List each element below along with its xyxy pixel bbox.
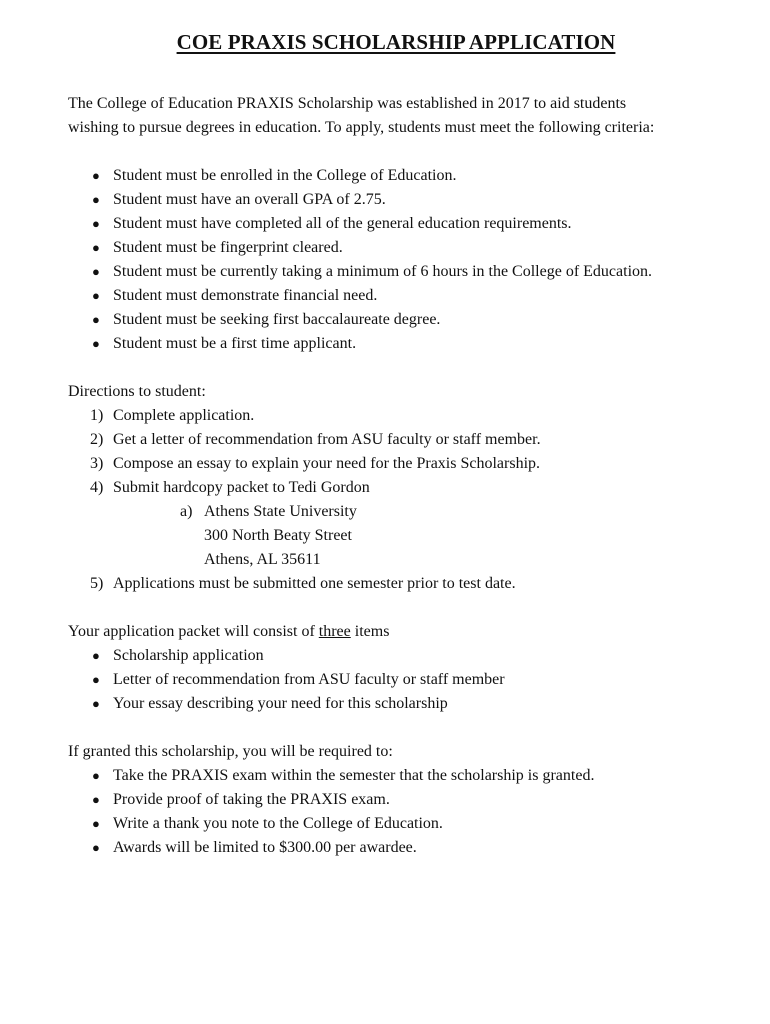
bullet-icon: ● [92,264,100,279]
list-item: ● Student must have completed all of the general education requirements. [68,212,748,236]
list-item: ● Student must be seeking first baccalaureate degree. [68,308,748,332]
list-item: ● Letter of recommendation from ASU faculty or staff member [68,668,748,692]
bullet-icon: ● [92,648,100,663]
list-item: ● Your essay describing your need for this scholarship [68,692,748,716]
bullet-icon: ● [92,240,100,255]
address-line-3: Athens, AL 35611 [204,551,321,568]
bullet-icon: ● [92,216,100,231]
list-item: 2) Get a letter of recommendation from ASU faculty or staff member. [90,431,541,448]
list-item: ● Student must be enrolled in the College of Education. [68,164,748,188]
bullet-icon: ● [92,312,100,327]
list-item: ● Student must have an overall GPA of 2.75. [68,188,748,212]
bullet-icon: ● [92,672,100,687]
bullet-icon: ● [92,768,100,783]
document-body [68,92,748,860]
bullet-icon: ● [92,840,100,855]
requirements-heading: If granted this scholarship, you will be required to: [68,743,393,760]
list-item: ● Awards will be limited to $300.00 per awardee. [68,836,748,860]
list-item: 3) Compose an essay to explain your need for the Praxis Scholarship. [90,455,541,472]
intro-paragraph [68,92,748,140]
packet-list [68,644,748,716]
list-item: ● Write a thank you note to the College of Education. [68,812,748,836]
list-item: ● Student must be currently taking a minimum of 6 hours in the College of Education. [68,260,748,284]
directions-list [68,404,748,596]
list-item: ● Provide proof of taking the PRAXIS exam. [68,788,748,812]
page-title: COE PRAXIS SCHOLARSHIP APPLICATION [176,30,616,54]
requirements-list [68,764,748,860]
address-list [113,500,748,572]
packet-heading: Your application packet will consist of three items [68,623,390,640]
list-item: 4) Submit hardcopy packet to Tedi Gordon a) Athens State University 300 North Beaty Street Athens, AL 35611 [68,476,748,572]
bullet-icon: ● [92,336,100,351]
bullet-icon: ● [92,192,100,207]
list-item: ● Student must demonstrate financial need. [68,284,748,308]
list-item: 1) Complete application. [90,407,255,424]
list-item: ● Take the PRAXIS exam within the semester that the scholarship is granted. [68,764,748,788]
address-line-2: 300 North Beaty Street [204,527,352,544]
list-item: 5) Applications must be submitted one semester prior to test date. [90,575,516,592]
bullet-icon: ● [92,288,100,303]
bullet-icon: ● [92,792,100,807]
address-block: a) Athens State University 300 North Beaty Street Athens, AL 35611 [180,503,357,568]
list-item: ● Scholarship application [68,644,748,668]
list-item: ● Student must be fingerprint cleared. [68,236,748,260]
directions-heading: Directions to student: [68,383,206,400]
bullet-icon: ● [92,816,100,831]
bullet-icon: ● [92,696,100,711]
list-item: ● Student must be a first time applicant. [68,332,748,356]
bullet-icon: ● [92,168,100,183]
intro-line-2: wishing to pursue degrees in education. To apply, students must meet the following criteria: [68,119,655,136]
criteria-list [68,164,748,356]
address-line-1: Athens State University [204,503,357,520]
intro-line-1: The College of Education PRAXIS Scholarship was established in 2017 to aid students [68,95,627,112]
underlined-count: three [318,623,351,640]
